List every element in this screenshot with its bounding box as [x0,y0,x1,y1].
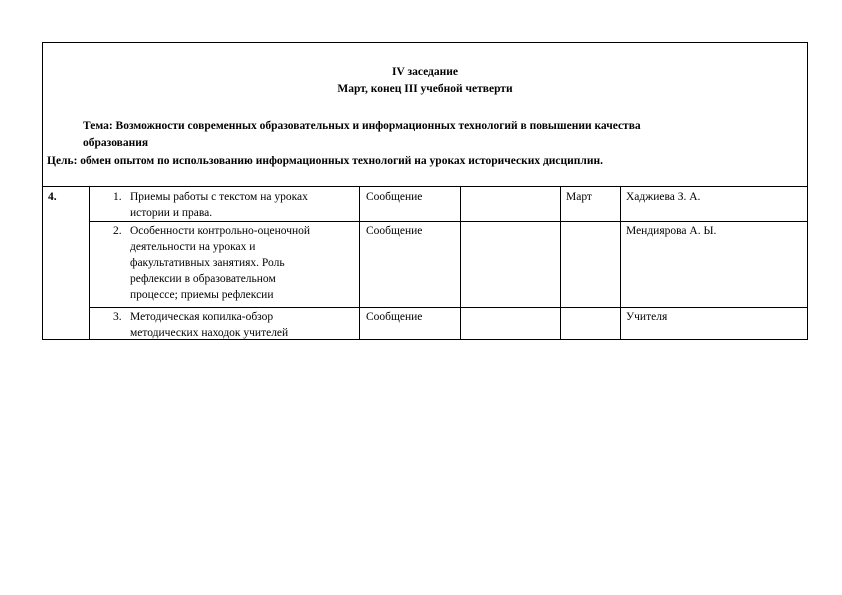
item-title-line: Методическая копилка-обзор [130,311,274,323]
item-title [130,223,355,303]
column-divider [359,187,360,340]
item-title [130,189,355,221]
item-responsible: Хаджиева З. А. [626,191,701,203]
item-number: 2. [113,225,122,237]
topic-line-1: Тема: Возможности современных образовательных и информационных технологий в повышении качества [83,120,641,132]
item-title-line: Приемы работы с текстом на уроках [130,191,308,203]
column-divider [89,187,90,340]
goal-text: Цель: обмен опытом по использованию информационных технологий на уроках исторических дисциплин. [47,155,603,167]
item-title [130,309,355,341]
item-number: 3. [113,311,122,323]
column-divider [560,187,561,340]
column-divider [620,187,621,340]
item-form: Сообщение [366,225,423,237]
item-title-line: рефлексии в образовательном [130,273,276,285]
item-form: Сообщение [366,191,423,203]
item-title-line: факультативных занятиях. Роль [130,257,285,269]
plan-table [42,42,808,340]
item-responsible: Мендиярова А. Ы. [626,225,717,237]
item-number: 1. [113,191,122,203]
item-title-line: истории и права. [130,207,213,219]
item-title-line: Особенности контрольно-оценочной [130,225,311,237]
row-divider [89,307,807,308]
item-title-line: методических находок учителей [130,327,289,339]
item-responsible: Учителя [626,311,668,323]
meeting-period: Март, конец III учебной четверти [337,83,513,95]
column-divider [460,187,461,340]
item-title-line: процессе; приемы рефлексии [130,289,274,301]
topic-line-2: образования [83,137,149,149]
item-month: Март [566,191,592,203]
row-divider [89,221,807,222]
meeting-title: IV заседание [392,66,458,78]
goal-line [47,154,603,168]
section-number: 4. [48,191,57,203]
item-form: Сообщение [366,311,423,323]
meeting-header [43,43,807,187]
item-title-line: деятельности на уроках и [130,241,256,253]
